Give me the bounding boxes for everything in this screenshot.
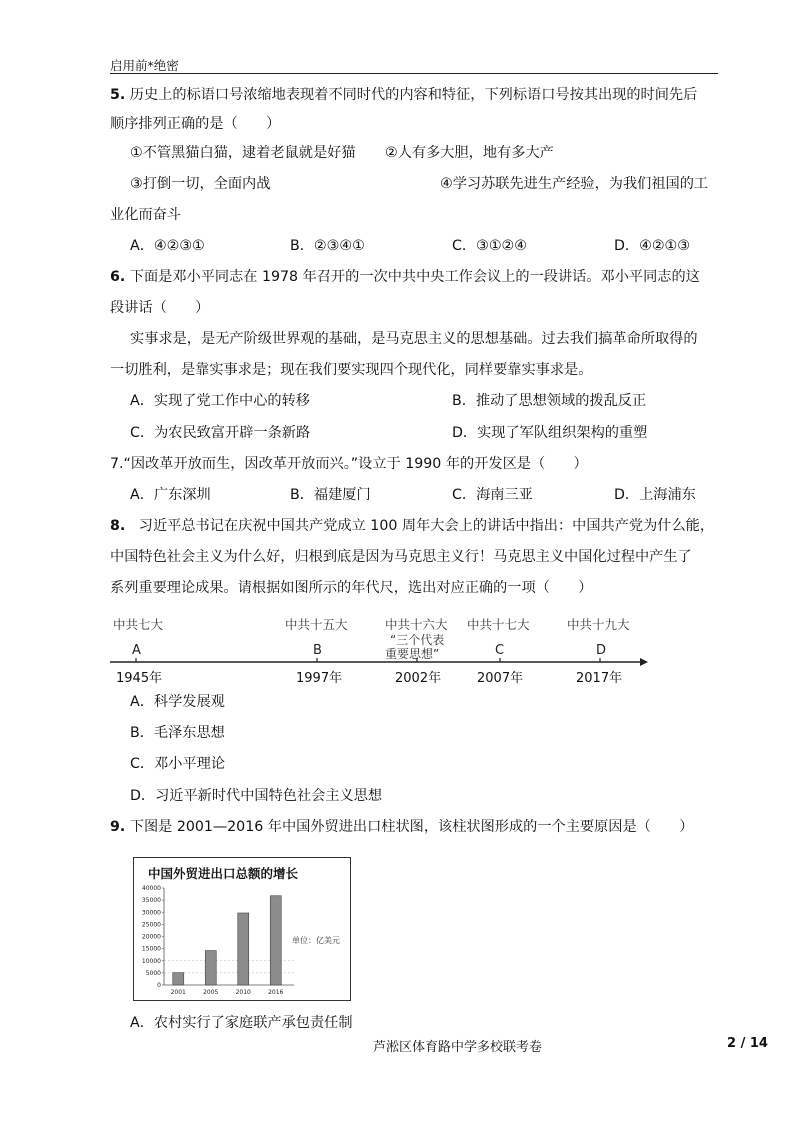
- timeline-year-1997: 1997年: [296, 671, 343, 686]
- q9-number: 9.: [110, 819, 126, 835]
- timeline-letter-b: B: [313, 643, 322, 658]
- q5-number: 5.: [110, 87, 126, 103]
- q5-stem-line1: [110, 86, 697, 104]
- timeline-label-19th: 中共十九大: [567, 617, 630, 632]
- q9-stem-line: [110, 818, 693, 836]
- chart-bar: [270, 896, 281, 985]
- q8-number: 8.: [110, 518, 126, 534]
- q8-option-b[interactable]: B．毛泽东思想: [130, 725, 225, 741]
- chart-x-tick-label: 2005: [203, 989, 219, 996]
- q5-option-a[interactable]: A．④②③①: [130, 238, 205, 254]
- q5-stem-line2: 顺序排列正确的是（ ）: [110, 116, 281, 132]
- trade-chart: [133, 857, 351, 1001]
- q8-option-a[interactable]: A．科学发展观: [130, 694, 225, 710]
- q9-option-a[interactable]: A．农村实行了家庭联产承包责任制: [130, 1015, 353, 1031]
- timeline-label-17th: 中共十七大: [467, 617, 530, 632]
- q5-item-4: ④学习苏联先进生产经验，为我们祖国的工: [440, 176, 709, 192]
- footer-school: 芦淞区体育路中学多校联考卷: [373, 1040, 543, 1055]
- timeline-axis: [110, 655, 650, 669]
- chart-bar: [238, 913, 249, 985]
- chart-x-tick-label: 2016: [268, 989, 284, 996]
- chart-bar: [205, 951, 216, 985]
- secret-header: 启用前*绝密: [110, 58, 179, 73]
- q8-stem-text: 习近平总书记在庆祝中国共产党成立 100 周年大会上的讲话中指出：中国共产党为什么能，: [138, 518, 715, 534]
- q8-stem-line2: 中国特色社会主义为什么好，归根到底是因为马克思主义行！马克思主义中国化过程中产生了: [110, 549, 692, 565]
- q8-option-d[interactable]: D．习近平新时代中国特色社会主义思想: [130, 788, 383, 804]
- header-rule: [110, 73, 718, 74]
- q8-stem-line3: 系列重要理论成果。请根据如图所示的年代尺，选出对应正确的一项（ ）: [110, 580, 593, 596]
- timeline-label-7th: 中共七大: [113, 617, 164, 632]
- timeline-label-16th: 中共十六大: [385, 617, 448, 632]
- footer-page-number: 2 / 14: [727, 1036, 768, 1051]
- q6-stem-line1: [110, 268, 700, 286]
- chart-y-tick-label: 20000: [141, 933, 161, 941]
- q9-stem-text: 下图是 2001—2016 年中国外贸进出口柱状图，该柱状图形成的一个主要原因是（ ）: [129, 819, 694, 835]
- q8-stem-line1: [110, 517, 714, 535]
- chart-bar: [173, 973, 184, 985]
- timeline-letter-c: C: [495, 643, 505, 658]
- timeline-year-2017: 2017年: [576, 671, 623, 686]
- chart-x-tick-label: 2001: [170, 989, 186, 996]
- q5-option-d[interactable]: D．④②①③: [614, 238, 690, 254]
- q7-option-a[interactable]: A．广东深圳: [130, 487, 211, 503]
- chart-y-tick-label: 40000: [141, 885, 161, 892]
- q6-option-d[interactable]: D．实现了军队组织架构的重塑: [452, 425, 648, 441]
- q8-option-c[interactable]: C．邓小平理论: [130, 756, 226, 772]
- q6-number: 6.: [110, 269, 126, 285]
- q7-option-b[interactable]: B．福建厦门: [290, 487, 371, 503]
- timeline-year-2002: 2002年: [395, 671, 442, 686]
- q6-stem-text: 下面是邓小平同志在 1978 年召开的一次中共中央工作会议上的一段讲话。邓小平同志的这: [129, 269, 700, 285]
- chart-unit-note: 单位：亿美元: [292, 936, 340, 945]
- q6-option-c[interactable]: C．为农民致富开辟一条新路: [130, 425, 311, 441]
- chart-y-tick-label: 35000: [141, 897, 161, 905]
- q5-stem-text: 历史上的标语口号浓缩地表现着不同时代的内容和特征，下列标语口号按其出现的时间先后: [129, 87, 698, 103]
- timeline-letter-a: A: [132, 643, 141, 658]
- q6-stem-line2: 段讲话（ ）: [110, 300, 210, 316]
- chart-x-tick-label: 2010: [235, 989, 251, 996]
- chart-y-tick-label: 15000: [141, 945, 161, 953]
- q5-option-c[interactable]: C．③①②④: [452, 238, 527, 254]
- q5-item-4-cont: 业化而奋斗: [110, 207, 181, 223]
- q5-item-1: ①不管黑猫白猫，逮着老鼠就是好猫: [130, 145, 356, 161]
- q7-stem: 7.“因改革开放而生，因改革开放而兴。”设立于 1990 年的开发区是（ ）: [110, 456, 588, 472]
- chart-y-tick-label: 10000: [141, 957, 161, 965]
- chart-plot: [134, 858, 350, 1000]
- q7-option-c[interactable]: C．海南三亚: [452, 487, 533, 503]
- timeline-note-line2: 重要思想”: [385, 647, 440, 661]
- q6-option-a[interactable]: A．实现了党工作中心的转移: [130, 393, 310, 409]
- chart-y-tick-label: 30000: [141, 909, 161, 917]
- timeline-label-15th: 中共十五大: [285, 617, 348, 632]
- timeline-letter-d: D: [596, 643, 607, 658]
- chart-y-tick-label: 0: [157, 982, 161, 989]
- q5-item-3: ③打倒一切，全面内战: [130, 176, 271, 192]
- chart-y-tick-label: 25000: [141, 921, 161, 929]
- timeline-year-2007: 2007年: [477, 671, 524, 686]
- q6-option-b[interactable]: B．推动了思想领域的拨乱反正: [452, 393, 647, 409]
- q5-option-b[interactable]: B．②③④①: [290, 238, 365, 254]
- q5-item-2: ②人有多大胆，地有多大产: [385, 145, 554, 161]
- chart-title: 中国外贸进出口总额的增长: [148, 866, 299, 881]
- q7-option-d[interactable]: D．上海浦东: [614, 487, 696, 503]
- timeline-note-line1: “三个代表: [390, 633, 445, 647]
- chart-y-tick-label: 5000: [145, 969, 161, 977]
- q6-quote-line2: 一切胜利，是靠实事求是；现在我们要实现四个现代化，同样要靠实事求是。: [110, 362, 593, 378]
- q6-quote-line1: 实事求是，是无产阶级世界观的基础，是马克思主义的思想基础。过去我们搞革命所取得的: [130, 331, 698, 347]
- timeline-year-1945: 1945年: [116, 671, 163, 686]
